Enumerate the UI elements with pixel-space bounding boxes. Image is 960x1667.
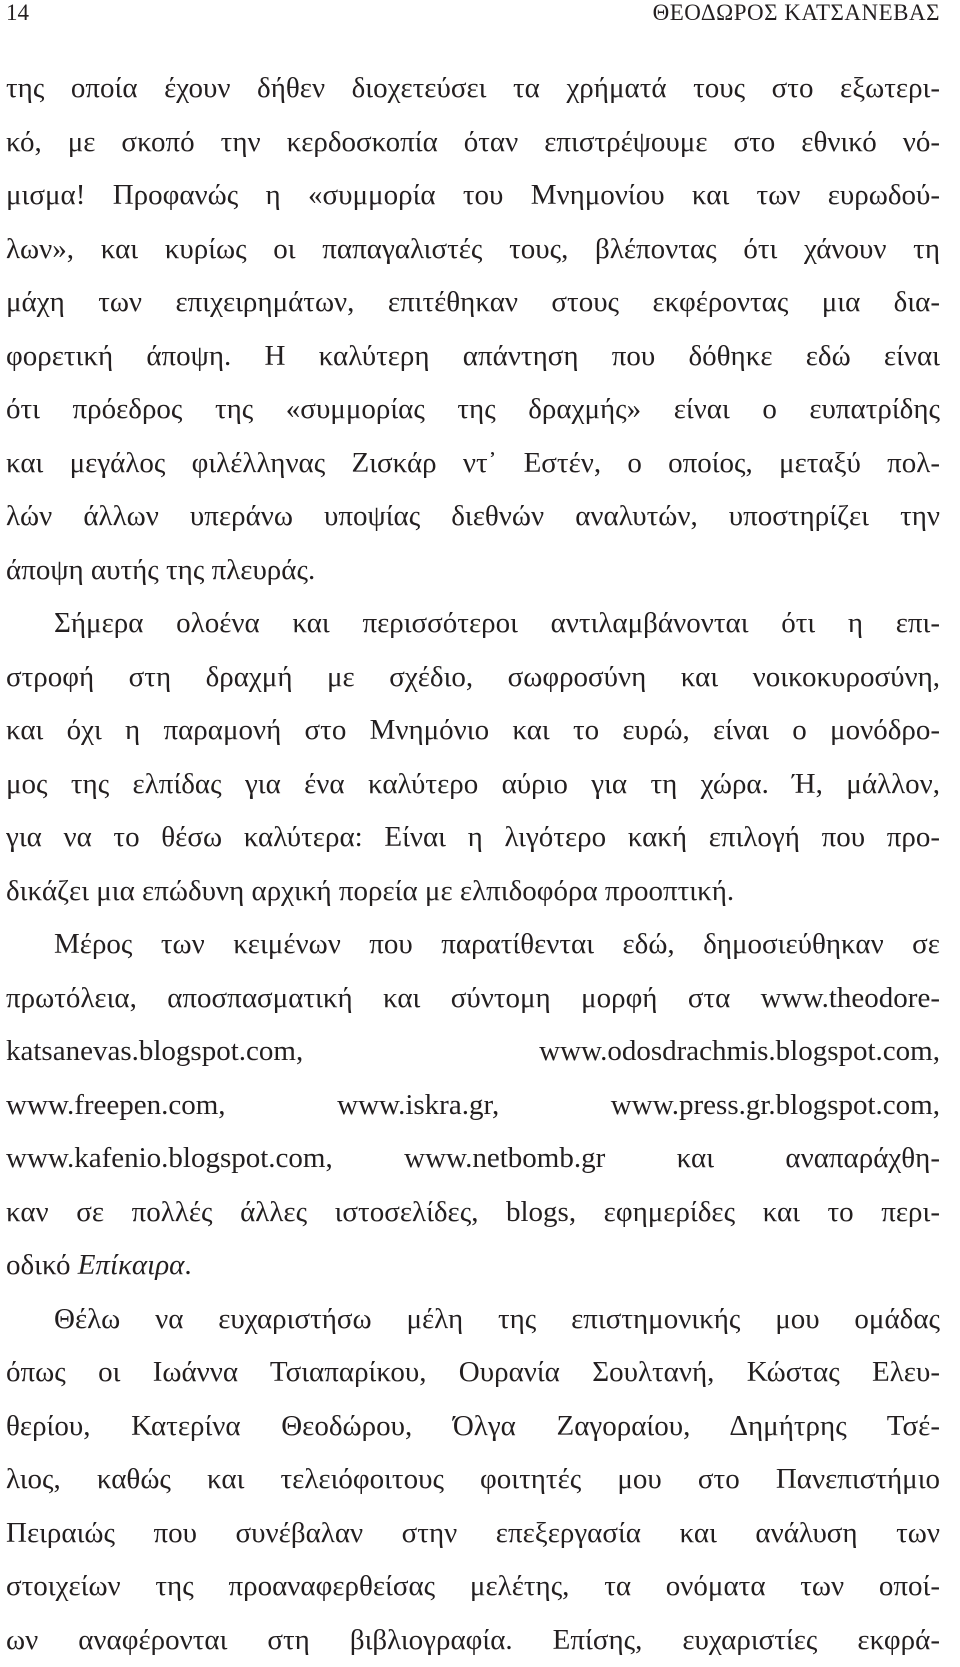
text-line: λιος, καθώς και τελειόφοιτους φοιτητές μου στο Πανεπιστήμιο [6,1453,940,1507]
text-line: Πειραιώς που συνέβαλαν στην επεξεργασία και ανάλυση των [6,1507,940,1561]
text-line: ότι πρόεδρος της «συμμορίας της δραχμής» είναι ο ευπατρίδης [6,383,940,437]
running-head-author: ΘΕΟΔΩΡΟΣ ΚΑΤΣΑΝΕΒΑΣ [653,0,940,26]
text-line: για να το θέσω καλύτερα: Είναι η λιγότερο κακή επιλογή που προ- [6,811,940,865]
body-text [6,62,940,1667]
text-line: www.freepen.com, www.iskra.gr, www.press.gr.blogspot.com, [6,1079,940,1133]
page-number: 14 [6,0,29,26]
text-line: φορετική άποψη. Η καλύτερη απάντηση που δόθηκε εδώ είναι [6,330,940,384]
text-line: πρωτόλεια, αποσπασματική και σύντομη μορφή στα www.theodore- [6,972,940,1026]
text-line: καν σε πολλές άλλες ιστοσελίδες, blogs, εφημερίδες και το περι- [6,1186,940,1240]
text-line: Θέλω να ευχαριστήσω μέλη της επιστημονικής μου ομάδας [6,1293,940,1347]
text-fragment: . [184,1249,191,1281]
text-line: λων», και κυρίως οι παπαγαλιστές τους, βλέποντας ότι χάνουν τη [6,223,940,277]
text-line: www.kafenio.blogspot.com, www.netbomb.gr και αναπαράχθη- [6,1132,940,1186]
text-line: ων αναφέρονται στη βιβλιογραφία. Επίσης, ευχαριστίες εκφρά- [6,1614,940,1667]
text-line: δικάζει μια επώδυνη αρχική πορεία με ελπιδοφόρα προοπτική. [6,865,940,919]
text-line: μος της ελπίδας για ένα καλύτερο αύριο για τη χώρα. Ή, μάλλον, [6,758,940,812]
text-line: και μεγάλος φιλέλληνας Ζισκάρ ντ᾽ Εστέν, ο οποίος, μεταξύ πολ- [6,437,940,491]
text-line [6,1239,940,1293]
text-line: όπως οι Ιωάννα Τσιαπαρίκου, Ουρανία Σουλτανή, Κώστας Ελευ- [6,1346,940,1400]
text-line: και όχι η παραμονή στο Μνημόνιο και το ευρώ, είναι ο μονόδρο- [6,704,940,758]
page-header [6,0,940,40]
text-line: στροφή στη δραχμή με σχέδιο, σωφροσύνη και νοικοκυροσύνη, [6,651,940,705]
text-line: λών άλλων υπεράνω υποψίας διεθνών αναλυτών, υποστηρίζει την [6,490,940,544]
text-line: στοιχείων της προαναφερθείσας μελέτης, τα ονόματα των οποί- [6,1560,940,1614]
text-line: θερίου, Κατερίνα Θεοδώρου, Όλγα Ζαγοραίου, Δημήτρης Τσέ- [6,1400,940,1454]
text-fragment: οδικό [6,1249,78,1281]
text-line: άποψη αυτής της πλευράς. [6,544,940,598]
text-line: κό, με σκοπό την κερδοσκοπία όταν επιστρέψουμε στο εθνικό νό- [6,116,940,170]
text-line: Μέρος των κειμένων που παρατίθενται εδώ, δημοσιεύθηκαν σε [6,918,940,972]
journal-title-italic: Επίκαιρα [78,1249,185,1281]
text-line: μισμα! Προφανώς η «συμμορία του Μνημονίου και των ευρωδού- [6,169,940,223]
text-line: katsanevas.blogspot.com, www.odosdrachmis.blogspot.com, [6,1025,940,1079]
text-line: Σήμερα ολοένα και περισσότεροι αντιλαμβάνονται ότι η επι- [6,597,940,651]
text-line: μάχη των επιχειρημάτων, επιτέθηκαν στους εκφέροντας μια δια- [6,276,940,330]
text-line: της οποία έχουν δήθεν διοχετεύσει τα χρήματά τους στο εξωτερι- [6,62,940,116]
